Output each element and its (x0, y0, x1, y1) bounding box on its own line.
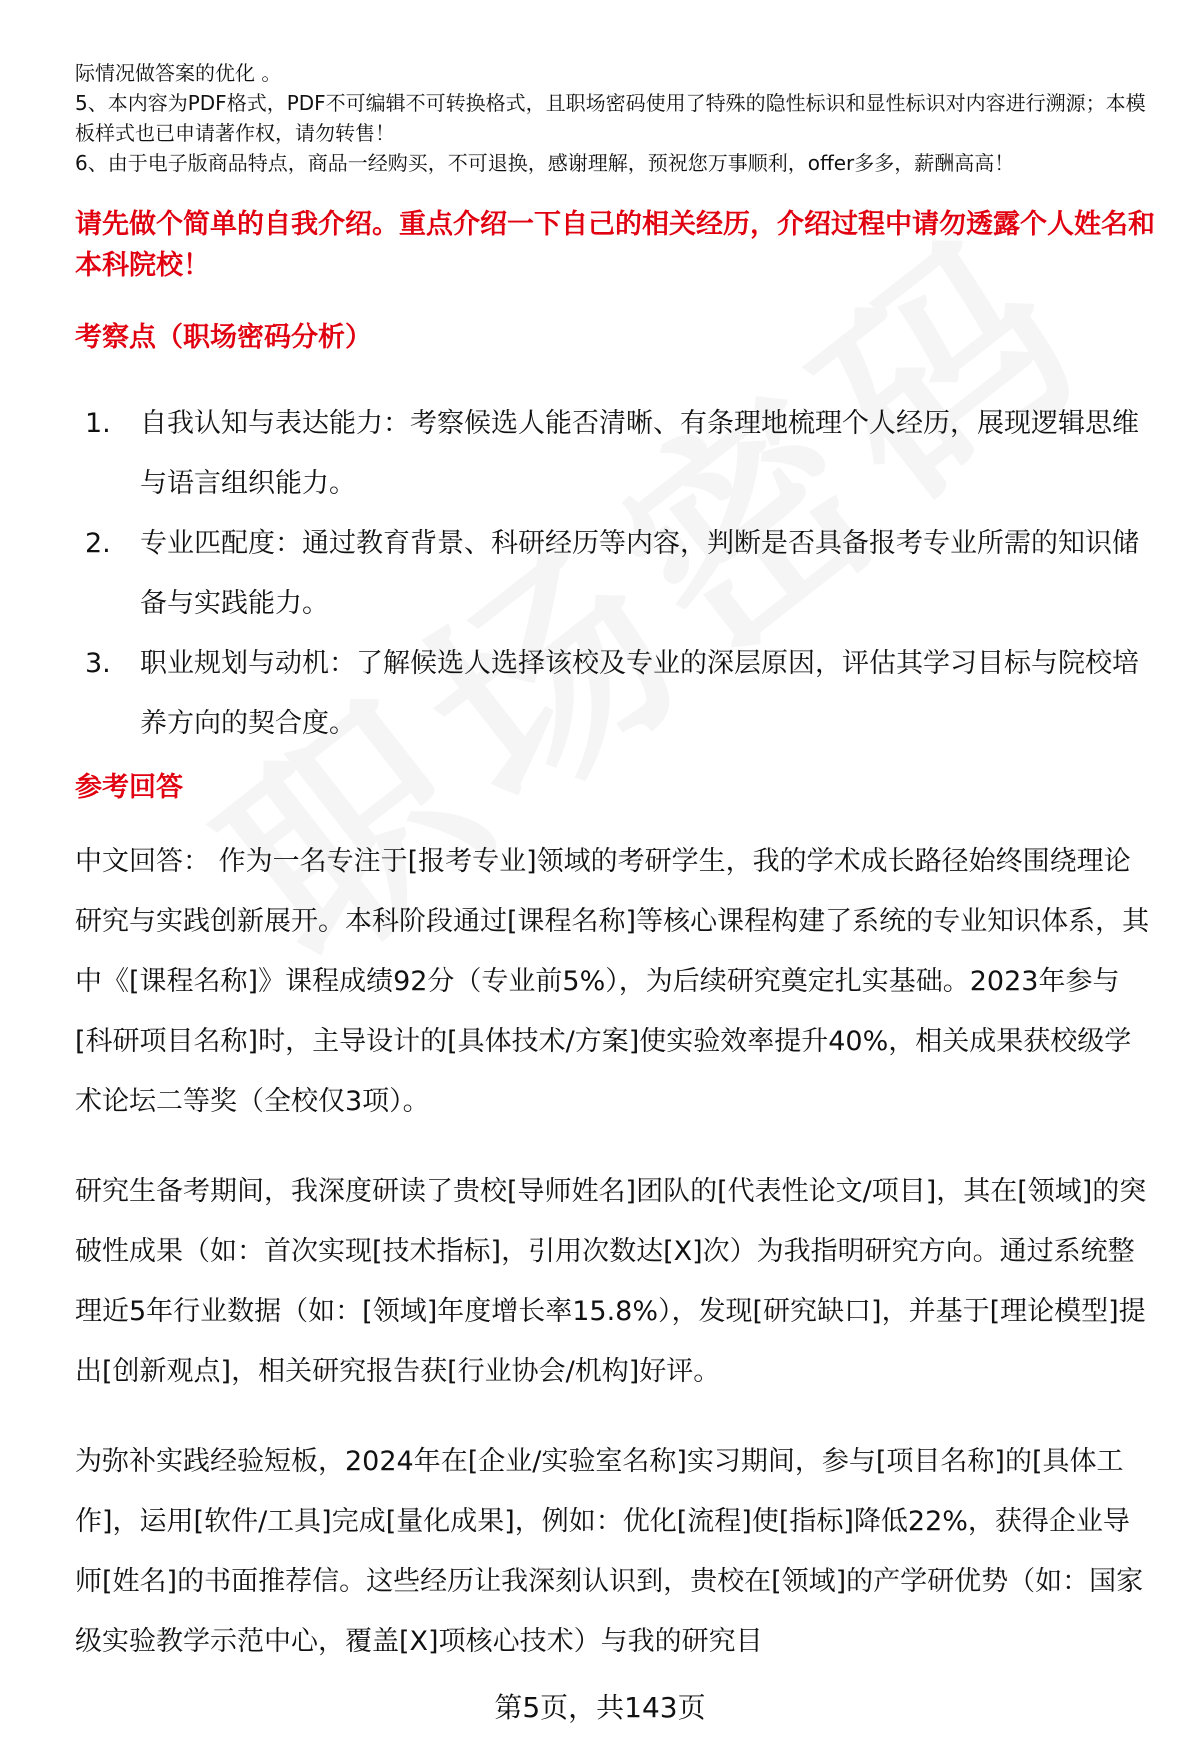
point-number: 3. (85, 648, 111, 679)
notes-block (75, 58, 1155, 178)
point-text: 专业匹配度：通过教育背景、科研经历等内容，判断是否具备报考专业所需的知识储备与实践能力。 (140, 528, 1139, 619)
note-line: 际情况做答案的优化 。 (75, 61, 282, 85)
page-number: 第5页，共143页 (494, 1691, 706, 1724)
analysis-point (75, 394, 1155, 514)
interview-question: 请先做个简单的自我介绍。重点介绍一下自己的相关经历，介绍过程中请勿透露个人姓名和本科院校！ (75, 209, 1155, 281)
reference-title: 参考回答 (75, 772, 183, 803)
reference-answer (75, 832, 1155, 1672)
answer-paragraph: 为弥补实践经验短板，2024年在[企业/实验室名称]实习期间，参与[项目名称]的[具体工作]，运用[软件/工具]完成[量化成果]，例如：优化[流程]使[指标]降低22%，获得企业导师[姓名]的书面推荐信。这些经历让我深刻认识到，贵校在[领域]的产学研优势（如：国家级实验教学示范中心，覆盖[X]项核心技术）与我的研究目 (75, 1446, 1144, 1657)
analysis-points (75, 394, 1155, 754)
note-line: 5、本内容为PDF格式，PDF不可编辑不可转换格式，且职场密码使用了特殊的隐性标识和显性标识对内容进行溯源；本模板样式也已申请著作权，请勿转售！ (75, 91, 1146, 145)
answer-paragraph: 中文回答： 作为一名专注于[报考专业]领域的考研学生，我的学术成长路径始终围绕理论研究与实践创新展开。本科阶段通过[课程名称]等核心课程构建了系统的专业知识体系，其中《[课程名称]》课程成绩92分（专业前5%），为后续研究奠定扎实基础。2023年参与[科研项目名称]时，主导设计的[具体技术/方案]使实验效率提升40%，相关成果获校级学术论坛二等奖（全校仅3项）。 (75, 846, 1150, 1117)
analysis-point (75, 514, 1155, 634)
point-number: 1. (85, 408, 111, 439)
analysis-point (75, 634, 1155, 754)
note-line: 6、由于电子版商品特点，商品一经购买，不可退换，感谢理解，预祝您万事顺利，offer多多，薪酬高高！ (75, 151, 1015, 175)
point-text: 职业规划与动机：了解候选人选择该校及专业的深层原因，评估其学习目标与院校培养方向的契合度。 (140, 648, 1139, 739)
answer-paragraph: 研究生备考期间，我深度研读了贵校[导师姓名]团队的[代表性论文/项目]，其在[领域]的突破性成果（如：首次实现[技术指标]，引用次数达[X]次）为我指明研究方向。通过系统整理近5年行业数据（如：[领域]年度增长率15.8%），发现[研究缺口]，并基于[理论模型]提出[创新观点]，相关研究报告获[行业协会/机构]好评。 (75, 1176, 1147, 1387)
analysis-title: 考察点（职场密码分析） (75, 322, 372, 353)
page-content (75, 0, 1155, 1702)
point-number: 2. (85, 528, 111, 559)
point-text: 自我认知与表达能力：考察候选人能否清晰、有条理地梳理个人经历，展现逻辑思维与语言组织能力。 (140, 408, 1139, 499)
